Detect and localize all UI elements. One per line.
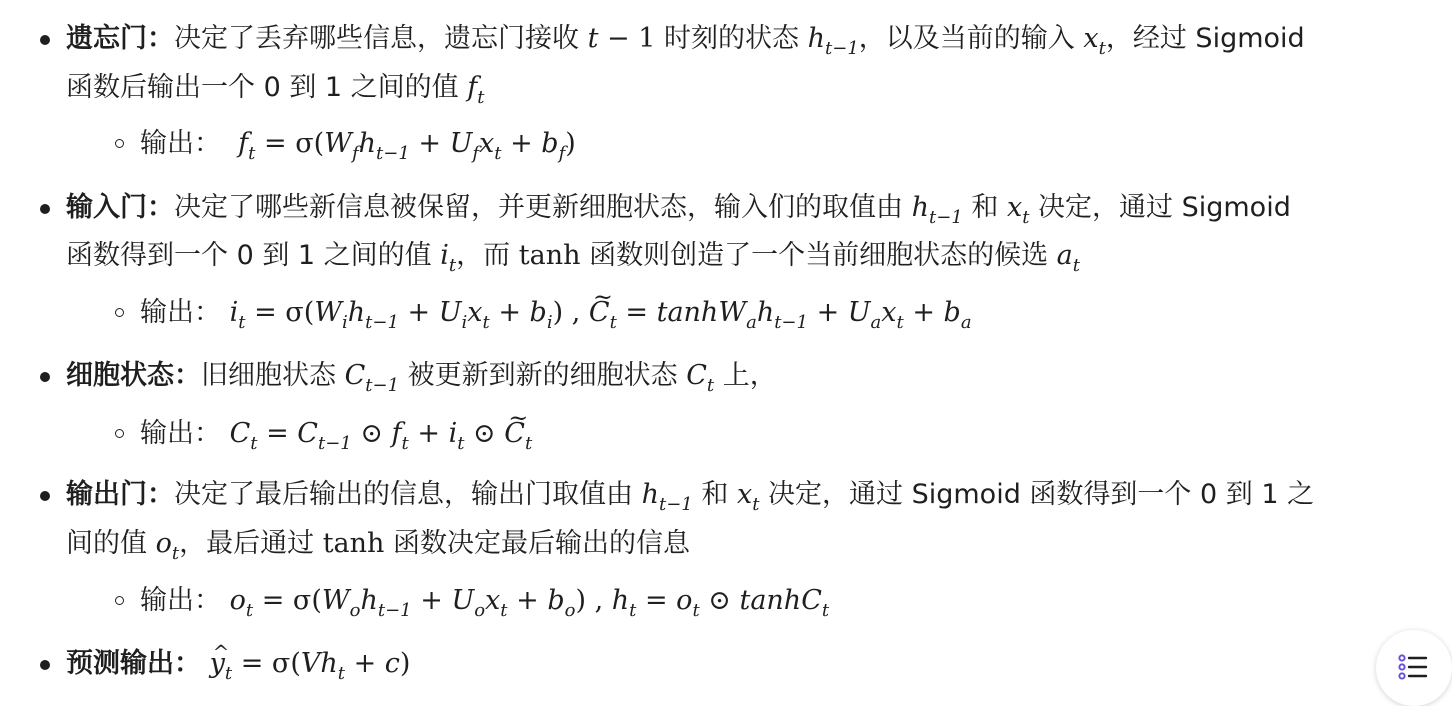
prediction-formula: ^ $y_t = \sigma(Vh_t + c)$ — [210, 648, 411, 679]
sub-bullet — [115, 429, 124, 438]
sub-bullet — [115, 139, 124, 148]
bullet — [40, 660, 50, 670]
output-gate-title: 输出门： — [66, 479, 174, 510]
sub-bullet — [115, 596, 124, 605]
forget-gate-formula: $f_t = \sigma(W_fh_{t-1} + U_fx_t + b_f)$ — [229, 128, 576, 164]
bullet — [40, 35, 50, 45]
output-gate-formula: $o_t = \sigma(W_oh_{t-1} + U_ox_t + b_o)$ , $h_t = o_t$ ⊙ tanhC$_t$ — [229, 585, 830, 621]
cell-state-line1: 细胞状态：旧细胞状态 $C_{t-1}$ 被更新到新的细胞状态 $C_t$ 上， — [66, 360, 777, 396]
outline-button[interactable] — [1376, 630, 1452, 706]
forget-gate-title: 遗忘门： — [66, 23, 174, 54]
cell-state-output: 输出： $C_t = C_{t-1}$ ⊙ $f_t + i_t$ ⊙ ~ $C_t$ — [140, 414, 532, 464]
cell-state-formula: $C_t = C_{t-1}$ ⊙ $f_t + i_t$ ⊙ ~ $C_t$ — [230, 418, 533, 449]
bullet — [40, 491, 50, 501]
bullet — [40, 204, 50, 214]
output-gate-line1: 输出门：决定了最后输出的信息，输出门取值由 $h_{t-1}$ 和 $x_t$ 决定，通过 Sigmoid 函数得到一个 0 到 1 之 — [66, 479, 1315, 515]
output-gate-output: 输出： $o_t = \sigma(W_oh_{t-1} + U_ox_t + b_o)$ , $h_t = o_t$ ⊙ tanhC$_t$ — [140, 585, 830, 621]
outline-list-icon — [1398, 654, 1428, 680]
output-gate-line2: 间的值 $o_t$，最后通过 tanh 函数决定最后输出的信息 — [66, 528, 691, 564]
input-gate-title: 输入门： — [66, 192, 174, 223]
bullet — [40, 372, 50, 382]
input-gate-line2: 函数得到一个 0 到 1 之间的值 $i_t$，而 tanh 函数则创造了一个当前细胞状态的候选 $a_t$ — [66, 240, 1081, 276]
input-gate-output: 输出： $i_t = \sigma(W_ih_{t-1} + U_ix_t + b_i)$ , ~ $C_t = \tanh W_ah_{t-1} + U_ax_t + b_a$ — [140, 293, 972, 343]
prediction-line — [66, 644, 410, 694]
forget-gate-output: 输出： $f_t = \sigma(W_fh_{t-1} + U_fx_t + b_f)$ — [140, 128, 576, 164]
sub-bullet — [115, 308, 124, 317]
forget-gate-line2: 函数后输出一个 0 到 1 之间的值 $f_t$ — [66, 72, 485, 108]
prediction-title: 预测输出： — [66, 648, 201, 679]
input-gate-formula: $i_t = \sigma(W_ih_{t-1} + U_ix_t + b_i)$ , ~ $C_t = \tanh W_ah_{t-1} + U_ax_t + b_a$ — [230, 297, 972, 328]
cell-state-title: 细胞状态： — [66, 360, 201, 391]
input-gate-line1: 输入门：决定了哪些新信息被保留，并更新细胞状态，输入们的取值由 $h_{t-1}$ 和 $x_t$ 决定，通过 Sigmoid — [66, 192, 1291, 228]
forget-gate-line1: 遗忘门：决定了丢弃哪些信息，遗忘门接收 t − 1 时刻的状态 $h_{t-1}$，以及当前的输入 $x_t$，经过 Sigmoid — [66, 23, 1305, 59]
